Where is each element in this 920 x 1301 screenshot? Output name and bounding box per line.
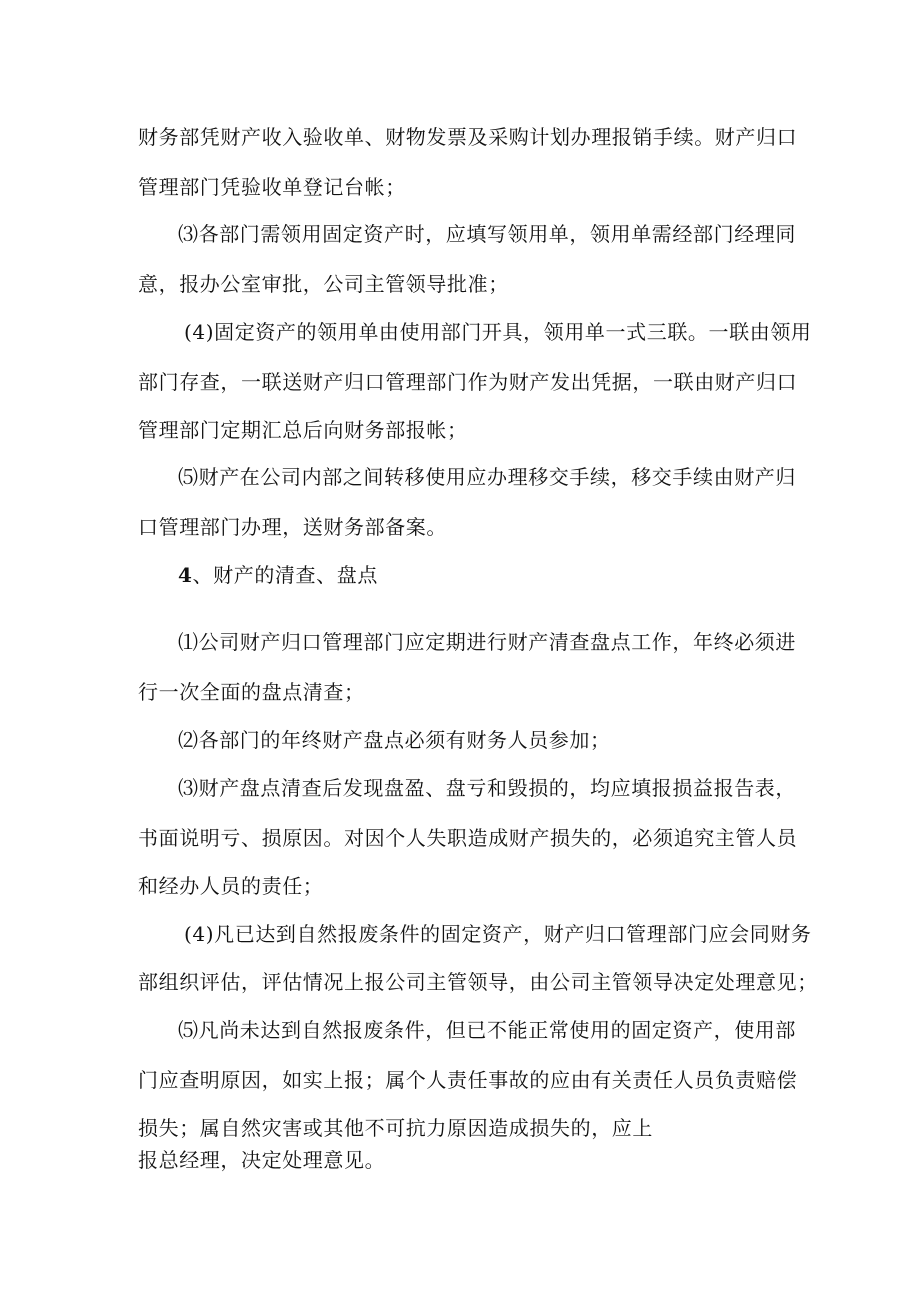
paragraph-line: ⑴公司财产归口管理部门应定期进行财产清查盘点工作，年终必须进: [178, 630, 796, 654]
paragraph-line: ⑸凡尚未达到自然报废条件，但已不能正常使用的固定资产，使用部: [178, 1018, 796, 1042]
paragraph-line: 报总经理，决定处理意见。: [138, 1148, 386, 1172]
paragraph-line: ⑸财产在公司内部之间转移使用应办理移交手续，移交手续由财产归: [178, 465, 796, 489]
paragraph-line: 部门存查，一联送财产归口管理部门作为财产发出凭据，一联由财产归口: [138, 370, 798, 394]
section-heading: [178, 563, 378, 587]
paragraph-line: 财务部凭财产收入验收单、财物发票及采购计划办理报销手续。财产归口: [138, 125, 798, 149]
paragraph-line: 行一次全面的盘点清查；: [138, 680, 365, 704]
paragraph-line: 门应查明原因，如实上报；属个人责任事故的应由有关责任人员负责赔偿: [138, 1068, 798, 1092]
paragraph-line: 损失；属自然灾害或其他不可抗力原因造成损失的，应上: [138, 1116, 653, 1140]
paragraph-line: 书面说明亏、损原因。对因个人失职造成财产损失的，必须追究主管人员: [138, 826, 798, 850]
paragraph-line: ⑵各部门的年终财产盘点必须有财务人员参加；: [178, 728, 611, 752]
section-number: 4: [178, 563, 193, 587]
paragraph-line: 口管理部门办理，送财务部备案。: [138, 515, 447, 539]
paragraph-line: 管理部门凭验收单登记台帐；: [138, 175, 406, 199]
paragraph-line: 意，报办公室审批，公司主管领导批准；: [138, 272, 509, 296]
paragraph-line: (4)凡已达到自然报废条件的固定资产，财产归口管理部门应会同财务: [184, 922, 812, 946]
section-title: 、财产的清查、盘点: [192, 563, 378, 587]
paragraph-line: 和经办人员的责任；: [138, 874, 324, 898]
paragraph-line: 管理部门定期汇总后向财务部报帐；: [138, 418, 468, 442]
paragraph-line: 部组织评估，评估情况上报公司主管领导，由公司主管领导决定处理意见；: [138, 970, 818, 994]
paragraph-line: (4)固定资产的领用单由使用部门开具，领用单一式三联。一联由领用: [184, 320, 812, 344]
paragraph-line: ⑶财产盘点清查后发现盘盈、盘亏和毁损的，均应填报损益报告表，: [178, 776, 796, 800]
paragraph-line: ⑶各部门需领用固定资产时，应填写领用单，领用单需经部门经理同: [178, 222, 796, 246]
